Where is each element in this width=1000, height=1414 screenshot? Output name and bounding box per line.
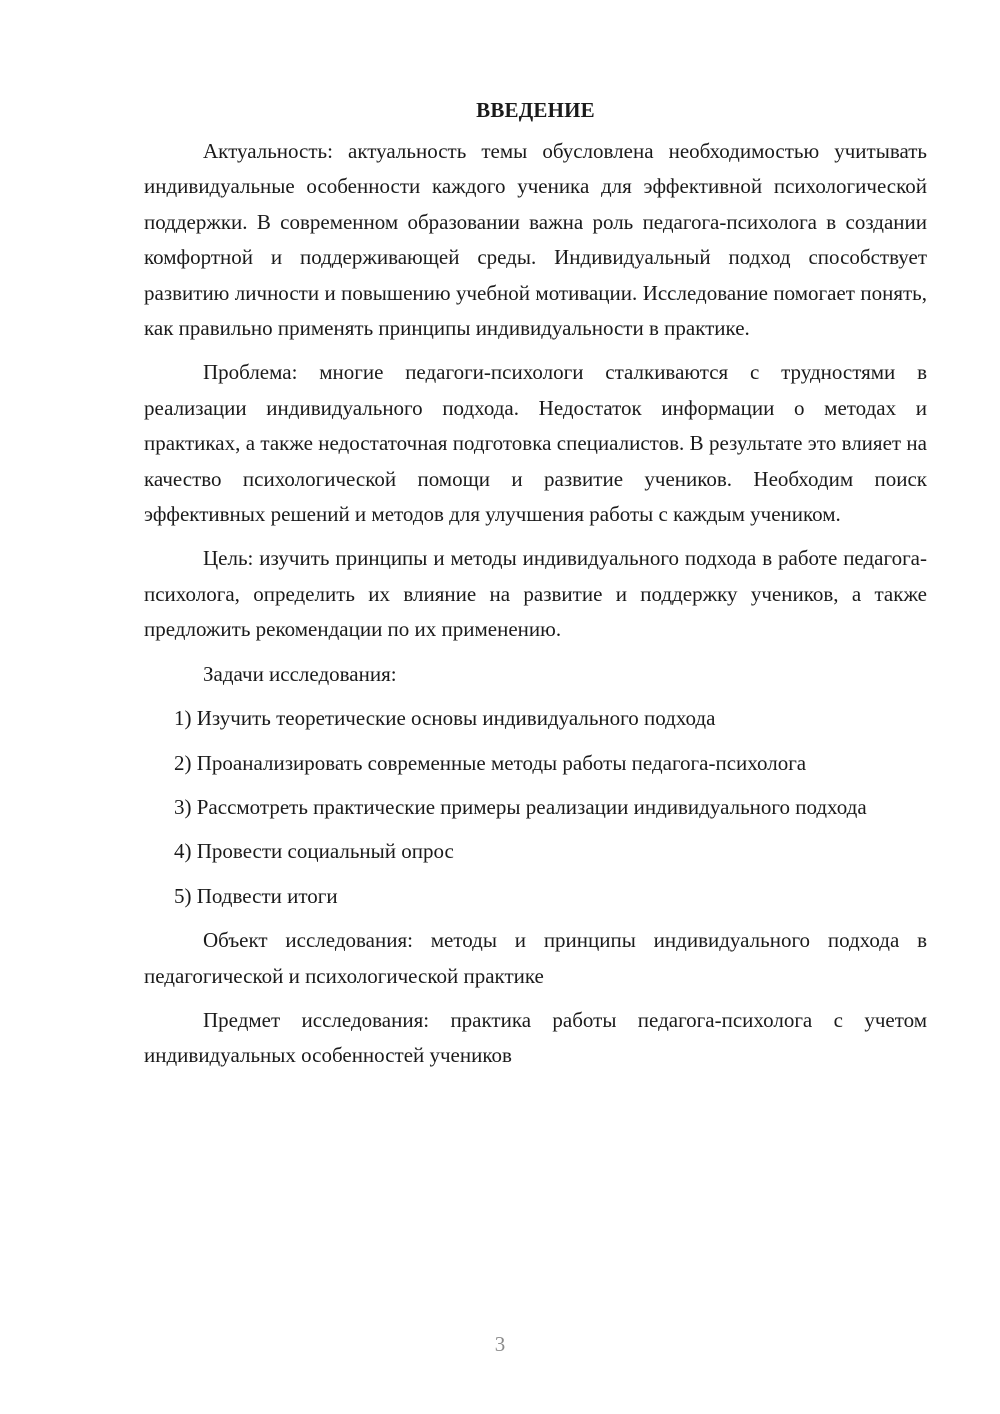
page-number: 3 xyxy=(494,1332,506,1356)
goal-paragraph: Цель: изучить принципы и методы индивидуального подхода в работе педагога-психолога, определить их влияние на развитие и поддержку учеников, а также предложить рекомендации по их применению. xyxy=(144,546,927,642)
task-item-4: 4) Провести социальный опрос xyxy=(174,839,454,864)
problem-paragraph: Проблема: многие педагоги-психологи сталкиваются с трудностями в реализации индивидуального подхода. Недостаток информации о методах и практиках, а также недостаточная подготовка специалистов. В результате это влияет на качество психологической помощи и развитие учеников. Необходим поиск эффективных решений и методов для улучшения работы с каждым учеником. xyxy=(144,360,927,527)
relevance-paragraph: Актуальность: актуальность темы обусловлена необходимостью учитывать индивидуальные особенности каждого ученика для эффективной психологической поддержки. В современном образовании важна роль педагога-психолога в создании комфортной и поддерживающей среды. Индивидуальный подход способствует развитию личности и повышению учебной мотивации. Исследование помогает понять, как правильно применять принципы индивидуальности в практике. xyxy=(144,139,927,341)
task-item-2: 2) Проанализировать современные методы работы педагога-психолога xyxy=(174,750,807,775)
object-paragraph: Объект исследования: методы и принципы индивидуального подхода в педагогической и психологической практике xyxy=(144,928,927,988)
subject-paragraph: Предмет исследования: практика работы педагога-психолога с учетом индивидуальных особенностей учеников xyxy=(144,1007,927,1068)
page-content xyxy=(144,96,927,1083)
task-item-3: 3) Рассмотреть практические примеры реализации индивидуального подхода xyxy=(174,794,867,819)
task-item-5: 5) Подвести итоги xyxy=(174,883,338,908)
task-item-1: 1) Изучить теоретические основы индивидуального подхода xyxy=(174,706,716,731)
tasks-heading: Задачи исследования: xyxy=(203,661,397,686)
section-title: ВВЕДЕНИЕ xyxy=(476,98,595,122)
